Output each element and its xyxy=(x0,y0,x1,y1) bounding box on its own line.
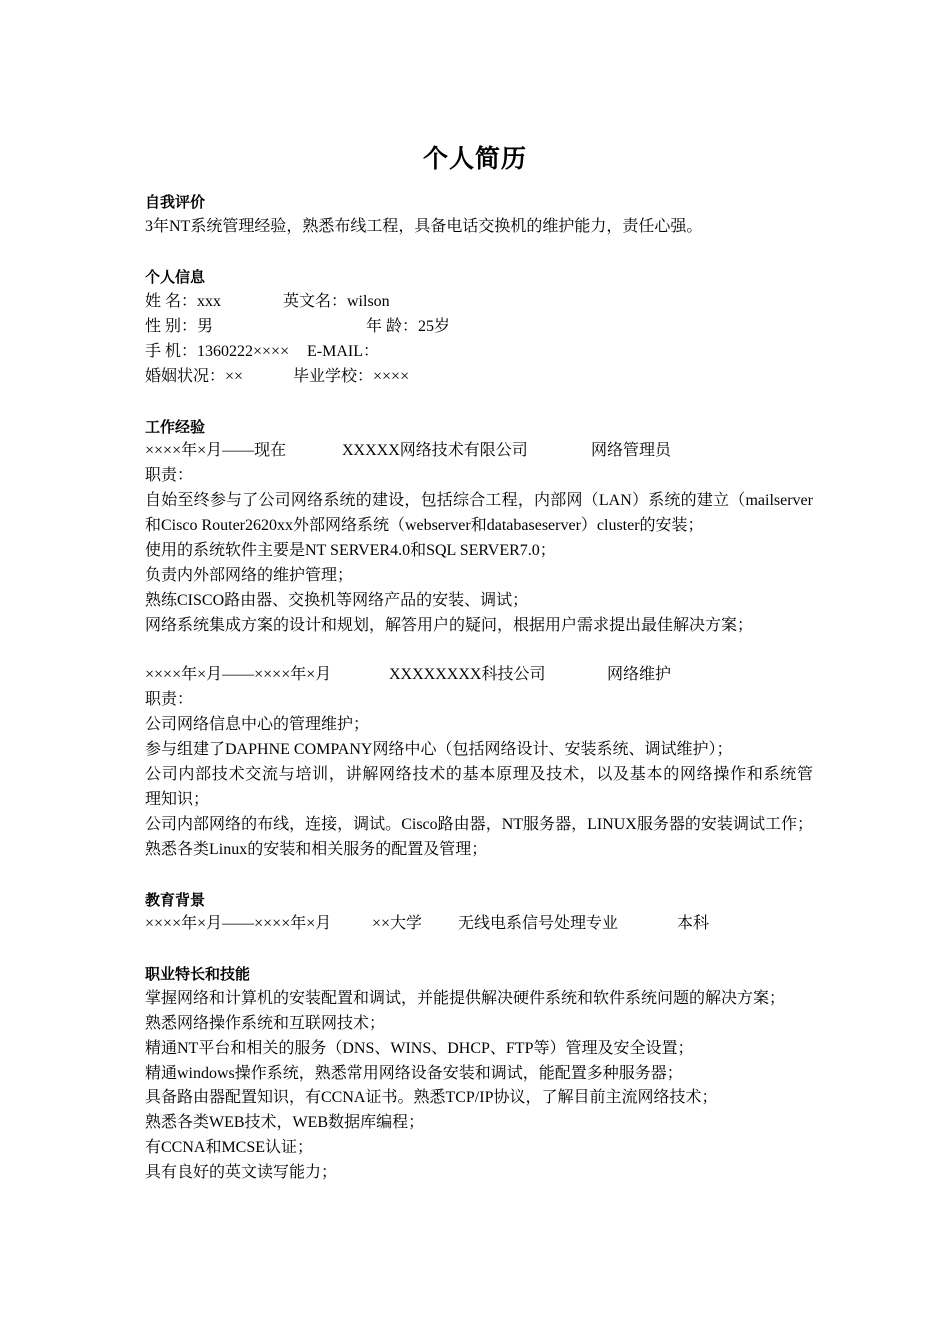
personal-row-phone xyxy=(145,341,745,363)
personal-row-marital xyxy=(145,366,745,388)
job-duty-label: 职责： xyxy=(145,467,194,484)
self-eval-text: 3年NT系统管理经验，熟悉布线工程，具备电话交换机的维护能力，责任心强。 xyxy=(145,218,703,235)
english-name-field: 英文名：wilson xyxy=(283,293,390,310)
marital-field: 婚姻状况：×× xyxy=(145,368,244,385)
section-heading-self-eval: 自我评价 xyxy=(145,193,206,211)
job-duty-item: 公司内部技术交流与培训，讲解网络技术的基本原理及技术，以及基本的网络操作和系统管 xyxy=(145,766,813,783)
skill-item: 熟悉网络操作系统和互联网技术； xyxy=(145,1015,386,1032)
education-degree: 本科 xyxy=(677,915,710,932)
email-field: E-MAIL： xyxy=(307,343,379,360)
skill-item: 精通windows操作系统，熟悉常用网络设备安装和调试，能配置多种服务器； xyxy=(145,1065,683,1082)
job-role: 网络维护 xyxy=(607,666,672,683)
personal-row-gender xyxy=(145,316,745,338)
name-field: 姓 名：xxx xyxy=(145,293,222,310)
job-duty-item: 和Cisco Router2620xx外部网络系统（webserver和databaseserver）cluster的安装； xyxy=(145,517,704,534)
job-period: ××××年×月——现在 xyxy=(145,442,287,459)
section-heading-personal: 个人信息 xyxy=(145,268,206,286)
school-field: 毕业学校：×××× xyxy=(293,368,410,385)
page-title: 个人简历 xyxy=(422,146,527,173)
job-duty-item: 理知识； xyxy=(145,791,210,808)
job-duty-item: 自始至终参与了公司网络系统的建设，包括综合工程，内部网（LAN）系统的建立（mailserver xyxy=(145,492,813,509)
job-duty-item: 网络系统集成方案的设计和规划，解答用户的疑问，根据用户需求提出最佳解决方案； xyxy=(145,617,754,634)
section-heading-work: 工作经验 xyxy=(145,418,206,436)
job-duty-item: 公司网络信息中心的管理维护； xyxy=(145,716,370,733)
job-duty-item: 参与组建了DAPHNE COMPANY网络中心（包括网络设计、安装系统、调试维护）； xyxy=(145,741,733,758)
skill-item: 具备路由器配置知识，有CCNA证书。熟悉TCP/IP协议，了解目前主流网络技术； xyxy=(145,1089,718,1106)
job-header xyxy=(145,440,745,462)
job-duty-label: 职责： xyxy=(145,691,194,708)
phone-field: 手 机：1360222×××× xyxy=(145,343,290,360)
job-duty-item: 熟悉各类Linux的安装和相关服务的配置及管理； xyxy=(145,841,488,858)
gender-field: 性 别：男 xyxy=(145,318,214,335)
skill-item: 有CCNA和MCSE认证； xyxy=(145,1139,314,1156)
skill-item: 精通NT平台和相关的服务（DNS、WINS、DHCP、FTP等）管理及安全设置； xyxy=(145,1040,694,1057)
job-duty-item: 使用的系统软件主要是NT SERVER4.0和SQL SERVER7.0； xyxy=(145,542,556,559)
personal-row-name xyxy=(145,291,745,313)
job-period: ××××年×月——××××年×月 xyxy=(145,666,332,683)
job-header xyxy=(145,664,745,686)
education-major: 无线电系信号处理专业 xyxy=(458,915,619,932)
job-role: 网络管理员 xyxy=(591,442,672,459)
job-company: XXXXXXXX科技公司 xyxy=(389,666,546,683)
skill-item: 熟悉各类WEB技术，WEB数据库编程； xyxy=(145,1114,425,1131)
education-school: ××大学 xyxy=(372,915,423,932)
skill-item: 掌握网络和计算机的安装配置和调试，并能提供解决硬件系统和软件系统问题的解决方案； xyxy=(145,990,786,1007)
skill-item: 具有良好的英文读写能力； xyxy=(145,1164,338,1181)
age-field: 年 龄：25岁 xyxy=(366,318,451,335)
job-duty-item: 熟练CISCO路由器、交换机等网络产品的安装、调试； xyxy=(145,592,529,609)
section-heading-education: 教育背景 xyxy=(145,891,206,909)
education-period: ××××年×月——××××年×月 xyxy=(145,915,332,932)
job-duty-item: 负责内外部网络的维护管理； xyxy=(145,567,354,584)
job-duty-item: 公司内部网络的布线，连接，调试。Cisco路由器，NT服务器，LINUX服务器的安装调试工作； xyxy=(145,816,813,833)
section-heading-skills: 职业特长和技能 xyxy=(145,965,251,983)
job-company: XXXXX网络技术有限公司 xyxy=(342,442,528,459)
education-row xyxy=(145,913,765,935)
